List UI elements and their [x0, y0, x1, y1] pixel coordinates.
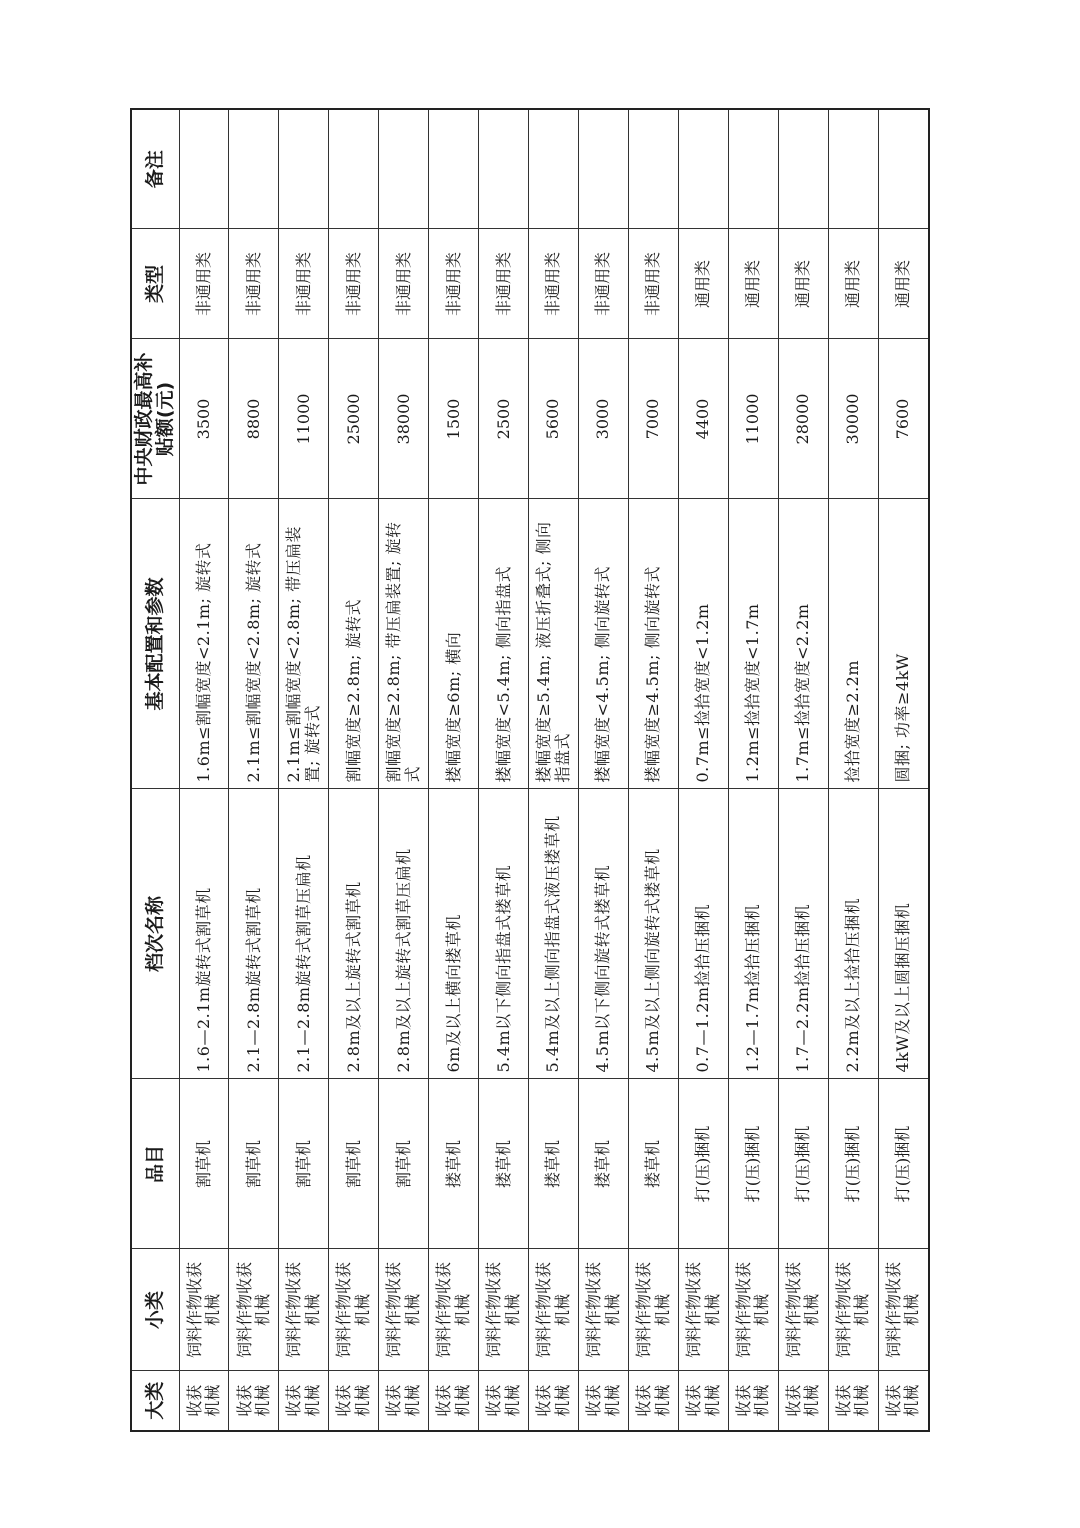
- cell-category: 收获机械: [479, 1371, 529, 1431]
- cell-category: 收获机械: [679, 1371, 729, 1431]
- cell-grade: 5.4m及以上侧向指盘式液压搂草机: [529, 789, 579, 1079]
- cell-subcategory: 饲料作物收获机械: [679, 1249, 729, 1371]
- cell-item: 搂草机: [629, 1079, 679, 1249]
- cell-grade: 4kW及以上圆捆压捆机: [878, 789, 929, 1079]
- cell-subcategory: 饲料作物收获机械: [778, 1249, 828, 1371]
- cell-subsidy: 3000: [579, 339, 629, 499]
- table-row: [828, 109, 878, 1431]
- cell-category: 收获机械: [878, 1371, 929, 1431]
- cell-grade: 5.4m以下侧向指盘式搂草机: [479, 789, 529, 1079]
- cell-grade: 2.2m及以上捡拾压捆机: [828, 789, 878, 1079]
- cell-subcategory: 饲料作物收获机械: [279, 1249, 329, 1371]
- cell-remark: [329, 109, 379, 229]
- cell-subcategory: 饲料作物收获机械: [429, 1249, 479, 1371]
- cell-item: 打(压)捆机: [778, 1079, 828, 1249]
- cell-remark: [529, 109, 579, 229]
- header-subcategory: 小类: [131, 1249, 179, 1371]
- cell-grade: 4.5m以下侧向旋转式搂草机: [579, 789, 629, 1079]
- header-item: 品目: [131, 1079, 179, 1249]
- table-row: [229, 109, 279, 1431]
- header-category: 大类: [131, 1371, 179, 1431]
- cell-remark: [629, 109, 679, 229]
- cell-subsidy: 38000: [379, 339, 429, 499]
- cell-category: 收获机械: [379, 1371, 429, 1431]
- cell-grade: 2.1—2.8m旋转式割草压扁机: [279, 789, 329, 1079]
- cell-subsidy: 25000: [329, 339, 379, 499]
- cell-item: 搂草机: [479, 1079, 529, 1249]
- cell-remark: [679, 109, 729, 229]
- cell-type: 通用类: [828, 229, 878, 339]
- cell-remark: [479, 109, 529, 229]
- cell-config: 2.1m≤割幅宽度<2.8m; 带压扁装置; 旋转式: [279, 499, 329, 789]
- rotated-table-wrapper: [130, 110, 930, 1432]
- cell-subsidy: 4400: [679, 339, 729, 499]
- cell-item: 割草机: [229, 1079, 279, 1249]
- cell-subcategory: 饲料作物收获机械: [828, 1249, 878, 1371]
- cell-subcategory: 饲料作物收获机械: [179, 1249, 229, 1371]
- cell-category: 收获机械: [828, 1371, 878, 1431]
- cell-remark: [379, 109, 429, 229]
- cell-type: 通用类: [778, 229, 828, 339]
- cell-subsidy: 7600: [878, 339, 929, 499]
- cell-type: 非通用类: [179, 229, 229, 339]
- cell-grade: 1.7—2.2m捡拾压捆机: [778, 789, 828, 1079]
- cell-type: 非通用类: [429, 229, 479, 339]
- cell-item: 打(压)捆机: [878, 1079, 929, 1249]
- cell-config: 捡拾宽度≥2.2m: [828, 499, 878, 789]
- cell-category: 收获机械: [179, 1371, 229, 1431]
- cell-subcategory: 饲料作物收获机械: [629, 1249, 679, 1371]
- cell-config: 圆捆; 功率≥4kW: [878, 499, 929, 789]
- table-row: [579, 109, 629, 1431]
- cell-subcategory: 饲料作物收获机械: [329, 1249, 379, 1371]
- cell-subcategory: 饲料作物收获机械: [529, 1249, 579, 1371]
- cell-config: 割幅宽度≥2.8m; 旋转式: [329, 499, 379, 789]
- table-row: [529, 109, 579, 1431]
- cell-type: 非通用类: [279, 229, 329, 339]
- cell-grade: 1.6—2.1m旋转式割草机: [179, 789, 229, 1079]
- cell-grade: 4.5m及以上侧向旋转式搂草机: [629, 789, 679, 1079]
- cell-config: 搂幅宽度≥5.4m; 液压折叠式; 侧向指盘式: [529, 499, 579, 789]
- cell-config: 搂幅宽度<5.4m; 侧向指盘式: [479, 499, 529, 789]
- cell-type: 非通用类: [379, 229, 429, 339]
- cell-item: 割草机: [179, 1079, 229, 1249]
- table-row: [329, 109, 379, 1431]
- cell-grade: 1.2—1.7m捡拾压捆机: [728, 789, 778, 1079]
- cell-config: 1.6m≤割幅宽度<2.1m; 旋转式: [179, 499, 229, 789]
- cell-item: 搂草机: [579, 1079, 629, 1249]
- cell-remark: [828, 109, 878, 229]
- cell-subsidy: 2500: [479, 339, 529, 499]
- cell-item: 割草机: [329, 1079, 379, 1249]
- cell-subsidy: 3500: [179, 339, 229, 499]
- cell-category: 收获机械: [429, 1371, 479, 1431]
- cell-category: 收获机械: [728, 1371, 778, 1431]
- cell-grade: 6m及以上横向搂草机: [429, 789, 479, 1079]
- cell-type: 通用类: [728, 229, 778, 339]
- cell-subcategory: 饲料作物收获机械: [229, 1249, 279, 1371]
- cell-subcategory: 饲料作物收获机械: [579, 1249, 629, 1371]
- cell-type: 非通用类: [329, 229, 379, 339]
- table-row: [479, 109, 529, 1431]
- cell-remark: [728, 109, 778, 229]
- header-config: 基本配置和参数: [131, 499, 179, 789]
- cell-category: 收获机械: [778, 1371, 828, 1431]
- table-body: [179, 109, 929, 1431]
- cell-subsidy: 11000: [728, 339, 778, 499]
- cell-subsidy: 28000: [778, 339, 828, 499]
- header-subsidy: 中央财政最高补贴额(元): [131, 339, 179, 499]
- cell-grade: 2.1—2.8m旋转式割草机: [229, 789, 279, 1079]
- cell-item: 打(压)捆机: [679, 1079, 729, 1249]
- cell-subcategory: 饲料作物收获机械: [878, 1249, 929, 1371]
- cell-config: 搂幅宽度≥6m; 横向: [429, 499, 479, 789]
- cell-subcategory: 饲料作物收获机械: [728, 1249, 778, 1371]
- cell-grade: 0.7—1.2m捡拾压捆机: [679, 789, 729, 1079]
- cell-config: 1.7m≤捡拾宽度<2.2m: [778, 499, 828, 789]
- cell-remark: [229, 109, 279, 229]
- cell-type: 非通用类: [479, 229, 529, 339]
- header-grade: 档次名称: [131, 789, 179, 1079]
- cell-category: 收获机械: [579, 1371, 629, 1431]
- cell-category: 收获机械: [329, 1371, 379, 1431]
- cell-type: 通用类: [878, 229, 929, 339]
- cell-config: 割幅宽度≥2.8m; 带压扁装置; 旋转式: [379, 499, 429, 789]
- table-row: [429, 109, 479, 1431]
- table-row: [629, 109, 679, 1431]
- cell-config: 2.1m≤割幅宽度<2.8m; 旋转式: [229, 499, 279, 789]
- header-type: 类型: [131, 229, 179, 339]
- cell-config: 1.2m≤捡拾宽度<1.7m: [728, 499, 778, 789]
- cell-item: 割草机: [279, 1079, 329, 1249]
- cell-category: 收获机械: [529, 1371, 579, 1431]
- cell-remark: [778, 109, 828, 229]
- subsidy-table: [130, 108, 930, 1432]
- cell-item: 搂草机: [429, 1079, 479, 1249]
- cell-remark: [878, 109, 929, 229]
- table-row: [379, 109, 429, 1431]
- cell-type: 非通用类: [529, 229, 579, 339]
- cell-config: 0.7m≤捡拾宽度<1.2m: [679, 499, 729, 789]
- cell-subsidy: 11000: [279, 339, 329, 499]
- cell-category: 收获机械: [229, 1371, 279, 1431]
- cell-category: 收获机械: [279, 1371, 329, 1431]
- cell-config: 搂幅宽度≥4.5m; 侧向旋转式: [629, 499, 679, 789]
- cell-subsidy: 30000: [828, 339, 878, 499]
- cell-grade: 2.8m及以上旋转式割草机: [329, 789, 379, 1079]
- cell-remark: [279, 109, 329, 229]
- cell-subcategory: 饲料作物收获机械: [479, 1249, 529, 1371]
- table-row: [179, 109, 229, 1431]
- cell-category: 收获机械: [629, 1371, 679, 1431]
- cell-grade: 2.8m及以上旋转式割草压扁机: [379, 789, 429, 1079]
- table-row: [279, 109, 329, 1431]
- cell-subsidy: 8800: [229, 339, 279, 499]
- header-remark: 备注: [131, 109, 179, 229]
- table-row: [679, 109, 729, 1431]
- cell-type: 非通用类: [229, 229, 279, 339]
- cell-item: 打(压)捆机: [828, 1079, 878, 1249]
- cell-item: 打(压)捆机: [728, 1079, 778, 1249]
- cell-remark: [179, 109, 229, 229]
- cell-config: 搂幅宽度<4.5m; 侧向旋转式: [579, 499, 629, 789]
- table-row: [728, 109, 778, 1431]
- table-header-row: [131, 109, 179, 1431]
- cell-remark: [579, 109, 629, 229]
- table-row: [778, 109, 828, 1431]
- cell-remark: [429, 109, 479, 229]
- cell-item: 搂草机: [529, 1079, 579, 1249]
- cell-type: 非通用类: [629, 229, 679, 339]
- cell-subsidy: 5600: [529, 339, 579, 499]
- cell-subcategory: 饲料作物收获机械: [379, 1249, 429, 1371]
- cell-item: 割草机: [379, 1079, 429, 1249]
- cell-type: 通用类: [679, 229, 729, 339]
- cell-type: 非通用类: [579, 229, 629, 339]
- cell-subsidy: 7000: [629, 339, 679, 499]
- cell-subsidy: 1500: [429, 339, 479, 499]
- table-row: [878, 109, 929, 1431]
